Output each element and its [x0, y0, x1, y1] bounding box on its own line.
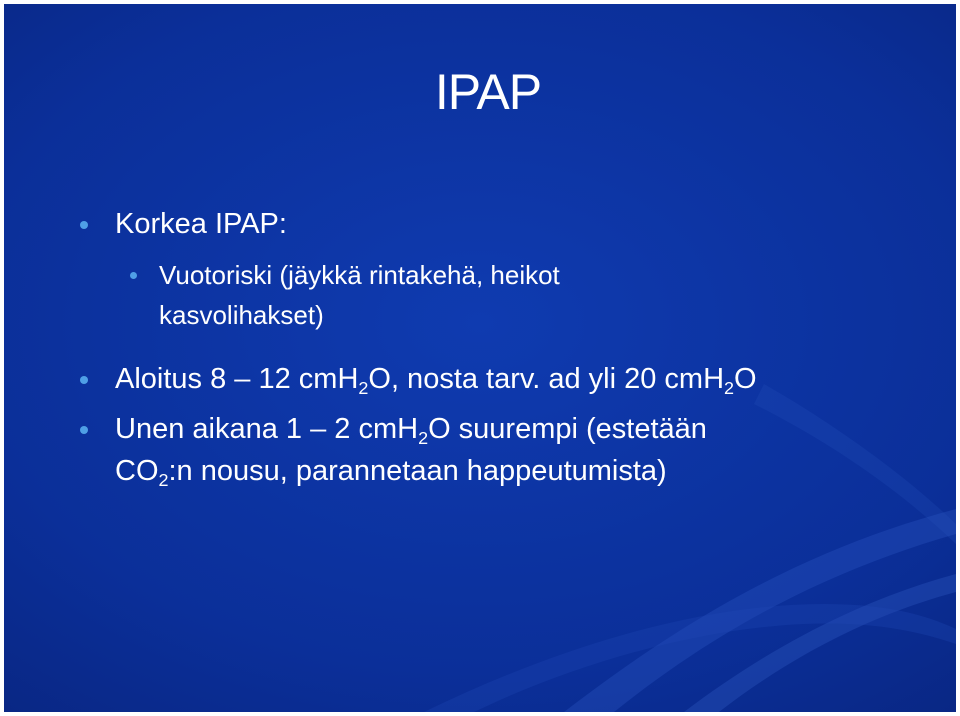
bullet-dot-icon	[80, 376, 88, 384]
bullet-dot-icon	[80, 221, 88, 229]
bullet-line-1: Unen aikana 1 – 2 cmH$_2$O suurempi (estetään	[115, 413, 707, 448]
bullet-line-2: $CO_2:n$ nousu, parannetaan happeutumista)	[115, 455, 667, 490]
slide	[4, 4, 956, 712]
sub-bullet-line-1: Vuotoriski (jäykkä rintakehä, heikot	[159, 260, 560, 290]
bullet-text-block	[115, 407, 707, 493]
sub-bullet-text-block	[159, 253, 560, 337]
sub-bullet-line-2: kasvolihakset)	[159, 300, 324, 330]
bullet-item-korkea-ipap	[80, 202, 287, 246]
bullet-dot-icon	[80, 426, 88, 434]
bullet-dot-icon	[130, 272, 137, 279]
slide-title: IPAP	[434, 64, 542, 120]
bullet-item-unen-aikana	[80, 407, 707, 493]
bullet-text: Aloitus 8 – 12 cmH$_2$O, nosta tarv. ad yli 20 cmH$_2$O	[115, 363, 757, 398]
sub-bullet-item-vuotoriski	[130, 253, 560, 337]
bullet-item-aloitus	[80, 357, 757, 401]
bullet-text: Korkea IPAP:	[115, 208, 287, 240]
